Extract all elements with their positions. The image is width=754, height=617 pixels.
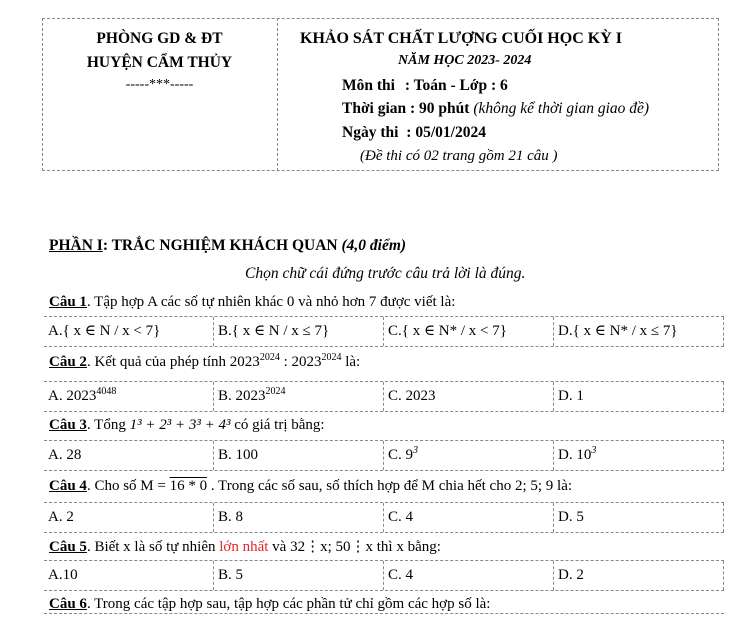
- q1-option-b[interactable]: B.{ x ∈ N / x ≤ 7}: [213, 317, 383, 346]
- part1-heading: [49, 237, 406, 255]
- q4-option-b[interactable]: B. 8: [213, 503, 383, 532]
- question-5-highlight: lớn nhất: [219, 539, 269, 555]
- q2-option-a[interactable]: A. $2023^{4048}$: [48, 386, 117, 404]
- stars-divider: -----***-----: [125, 77, 194, 92]
- q3-option-b[interactable]: B. 100: [213, 441, 383, 470]
- question-4-text-before: . Cho số M =: [86, 478, 170, 494]
- subject-value: : Toán - Lớp : 6: [404, 77, 508, 94]
- question-2-options: [44, 381, 724, 412]
- question-2-text-before: . Kết quả của phép tính 2023: [86, 354, 260, 370]
- question-4-number: 16 * 0: [169, 478, 208, 494]
- subject-line: [342, 77, 508, 95]
- question-1-options: [44, 316, 724, 347]
- question-4: [49, 478, 572, 495]
- part1-points: (4,0 điểm): [341, 237, 407, 254]
- question-5-text-before: . Biết x là số tự nhiên: [86, 539, 220, 555]
- q2-option-b[interactable]: B. $2023^{2024}$: [213, 382, 383, 411]
- date-value: : 05/01/2024: [406, 124, 486, 141]
- part1-title: PHẦN I: [49, 237, 103, 254]
- question-2-text-mid: : 2023: [279, 354, 322, 370]
- district-name: HUYỆN CẨM THỦY: [86, 54, 233, 71]
- question-1-label: Câu 1: [49, 294, 87, 310]
- date-label: Ngày thi: [342, 124, 399, 141]
- q3-option-a[interactable]: A. 28: [48, 447, 82, 463]
- q2-option-c[interactable]: C. 2023: [383, 382, 553, 411]
- question-3-label: Câu 3: [49, 417, 87, 433]
- pages-note: (Đề thi có 02 trang gồm 21 câu ): [360, 148, 558, 164]
- question-5-options: [44, 560, 724, 591]
- question-3: [49, 417, 325, 434]
- question-2-exp1: 2024: [259, 352, 280, 363]
- question-2-text-after: là:: [341, 354, 361, 370]
- question-2: [49, 354, 360, 371]
- question-4-text-after: . Trong các số sau, số thích hợp để M chia hết cho 2; 5; 9 là:: [207, 478, 573, 494]
- question-2-label: Câu 2: [49, 354, 87, 370]
- exam-title: KHẢO SÁT CHẤT LƯỢNG CUỐI HỌC KỲ I: [300, 30, 622, 47]
- question-3-text-after: có giá trị bằng:: [230, 417, 325, 433]
- question-3-text-before: . Tổng: [86, 417, 130, 433]
- question-5-text-after: và 32⋮x; 50⋮x thì x bằng:: [268, 539, 441, 555]
- question-4-options: [44, 502, 724, 533]
- q1-option-c[interactable]: C.{ x ∈ N* / x < 7}: [383, 317, 553, 346]
- question-5: [49, 537, 441, 556]
- part1-instruction: Chọn chữ cái đứng trước câu trả lời là đúng.: [245, 265, 526, 282]
- dept-name: PHÒNG GD & ĐT: [96, 30, 223, 47]
- q1-option-d[interactable]: D.{ x ∈ N* / x ≤ 7}: [553, 317, 724, 346]
- subject-label: Môn thi: [342, 77, 395, 94]
- q4-option-d[interactable]: D. 5: [553, 503, 724, 532]
- q1-option-a[interactable]: A.{ x ∈ N / x < 7}: [48, 323, 161, 339]
- question-6-label: Câu 6: [49, 596, 87, 612]
- school-year: NĂM HỌC 2023- 2024: [398, 53, 532, 68]
- q5-option-b[interactable]: B. 5: [213, 561, 383, 590]
- question-2-exp2: 2024: [321, 352, 342, 363]
- date-line: [342, 124, 486, 142]
- question-3-expression: 1³ + 2³ + 3³ + 4³: [129, 417, 231, 433]
- question-3-options: [44, 440, 724, 471]
- q5-option-d[interactable]: D. 2: [553, 561, 724, 590]
- time-note: (không kể thời gian giao đề): [473, 100, 650, 117]
- time-label: Thời gian : 90 phút: [342, 100, 470, 117]
- q3-option-d[interactable]: D. $10^3$: [553, 441, 724, 470]
- q4-option-a[interactable]: A. 2: [48, 509, 74, 525]
- q3-option-c[interactable]: C. $9^3$: [383, 441, 553, 470]
- question-4-label: Câu 4: [49, 478, 87, 494]
- header-divider: [277, 18, 278, 171]
- q5-option-c[interactable]: C. 4: [383, 561, 553, 590]
- bottom-divider: [44, 613, 724, 614]
- question-6: [49, 596, 490, 613]
- question-1: [49, 294, 455, 311]
- q4-option-c[interactable]: C. 4: [383, 503, 553, 532]
- question-5-label: Câu 5: [49, 539, 87, 555]
- part1-title-rest: : TRẮC NGHIỆM KHÁCH QUAN: [102, 237, 338, 254]
- q5-option-a[interactable]: A.10: [48, 567, 78, 583]
- q2-option-d[interactable]: D. 1: [553, 382, 724, 411]
- time-line: [342, 100, 649, 118]
- question-1-text: . Tập hợp A các số tự nhiên khác 0 và nhỏ hơn 7 được viết là:: [86, 294, 456, 310]
- question-6-text: . Trong các tập hợp sau, tập hợp các phần tử chỉ gồm các hợp số là:: [86, 596, 491, 612]
